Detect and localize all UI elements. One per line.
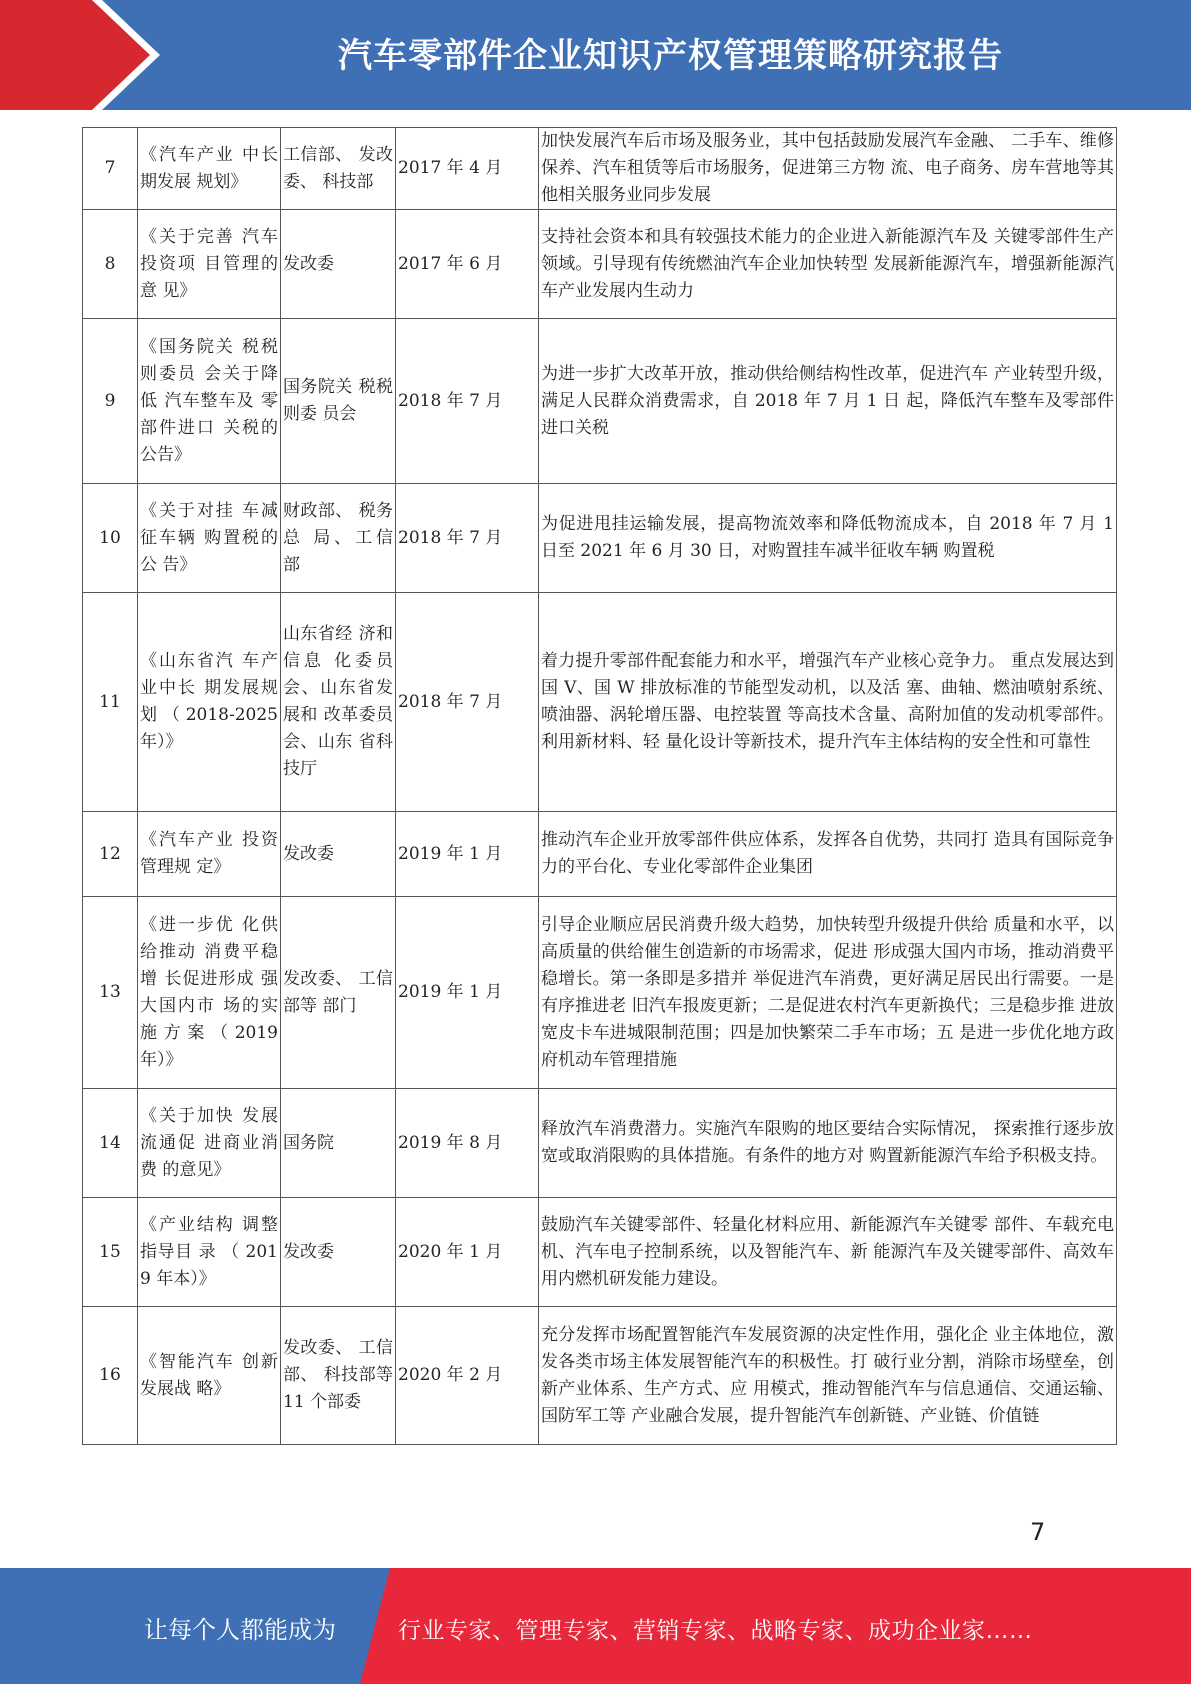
policy-content: 推动汽车企业开放零部件供应体系，发挥各自优势，共同打 造具有国际竞争力的平台化、专业化零部件企业集团	[539, 812, 1117, 897]
policy-name: 《进一步优 化供给推动 消费平稳增 长促进形成 强大国内市 场的实施方案（2019 年）》	[138, 897, 281, 1089]
table-row	[83, 812, 1117, 897]
issue-date: 2017 年 4 月	[396, 128, 539, 210]
policy-content: 引导企业顺应居民消费升级大趋势，加快转型升级提升供给 质量和水平，以高质量的供给催生创造新的市场需求，促进 形成强大国内市场，推动消费平稳增长。第一条即是多措并 举促进汽车消费，更好满足居民出行需要。一是有序推进老 旧汽车报废更新；二是促进农村汽车更新换代；三是稳步推 进放宽皮卡车进城限制范围；四是加快繁荣二手车市场；五 是进一步优化地方政府机动车管理措施	[539, 897, 1117, 1089]
table-row	[83, 897, 1117, 1089]
header-red-arrow-shape	[0, 0, 150, 110]
policy-name: 《国务院关 税税则委员 会关于降低 汽车整车及 零部件进口 关税的公告》	[138, 319, 281, 484]
issuing-department: 发改委、 工信部、 科技部等 11 个部委	[281, 1307, 396, 1445]
row-number: 9	[83, 319, 138, 484]
table-row	[83, 319, 1117, 484]
policy-name: 《智能汽车 创新发展战 略》	[138, 1307, 281, 1445]
table-row	[83, 1089, 1117, 1198]
issue-date: 2018 年 7 月	[396, 319, 539, 484]
row-number: 12	[83, 812, 138, 897]
issue-date: 2018 年 7 月	[396, 484, 539, 593]
policy-table	[82, 127, 1117, 1445]
issue-date: 2019 年 1 月	[396, 897, 539, 1089]
issue-date: 2020 年 1 月	[396, 1198, 539, 1307]
policy-content: 鼓励汽车关键零部件、轻量化材料应用、新能源汽车关键零 部件、车载充电机、汽车电子控制系统，以及智能汽车、新 能源汽车及关键零部件、高效车用内燃机研发能力建设。	[539, 1198, 1117, 1307]
issuing-department: 财政部、 税务总 局、工信 部	[281, 484, 396, 593]
row-number: 16	[83, 1307, 138, 1445]
issue-date: 2019 年 1 月	[396, 812, 539, 897]
issuing-department: 工信部、 发改委、 科技部	[281, 128, 396, 210]
table-row	[83, 593, 1117, 812]
report-title: 汽车零部件企业知识产权管理策略研究报告	[338, 36, 1003, 76]
policy-content: 充分发挥市场配置智能汽车发展资源的决定性作用，强化企 业主体地位，激发各类市场主体发展智能汽车的积极性。打 破行业分割，消除市场壁垒，创新产业体系、生产方式、应 用模式，推动智能汽车与信息通信、交通运输、国防军工等 产业融合发展，提升智能汽车创新链、产业链、价值链	[539, 1307, 1117, 1445]
policy-content: 为促进甩挂运输发展，提高物流效率和降低物流成本，自 2018 年 7 月 1 日至 2021 年 6 月 30 日，对购置挂车减半征收车辆 购置税	[539, 484, 1117, 593]
row-number: 13	[83, 897, 138, 1089]
row-number: 15	[83, 1198, 138, 1307]
table-row	[83, 128, 1117, 210]
issue-date: 2018 年 7 月	[396, 593, 539, 812]
policy-name: 《产业结构 调整指导目 录 （ 2019 年本）》	[138, 1198, 281, 1307]
policy-content: 释放汽车消费潜力。实施汽车限购的地区要结合实际情况， 探索推行逐步放宽或取消限购的具体措施。有条件的地方对 购置新能源汽车给予积极支持。	[539, 1089, 1117, 1198]
policy-name: 《汽车产业 中长期发展 规划》	[138, 128, 281, 210]
issue-date: 2019 年 8 月	[396, 1089, 539, 1198]
table-row	[83, 1307, 1117, 1445]
policy-content: 支持社会资本和具有较强技术能力的企业进入新能源汽车及 关键零部件生产领域。引导现有传统燃油汽车企业加快转型 发展新能源汽车，增强新能源汽车产业发展内生动力	[539, 210, 1117, 319]
policy-name: 《关于完善 汽车投资项 目管理的意 见》	[138, 210, 281, 319]
table-row	[83, 1198, 1117, 1307]
policy-name: 《山东省汽 车产业中长 期发展规划 （ 2018-2025 年）》	[138, 593, 281, 812]
issuing-department: 发改委	[281, 1198, 396, 1307]
page-number: 7	[1030, 1518, 1046, 1546]
issuing-department: 发改委、 工信部等 部门	[281, 897, 396, 1089]
issuing-department: 发改委	[281, 812, 396, 897]
footer-lead-text: 让每个人都能成为	[144, 1616, 336, 1644]
policy-name: 《关于加快 发展流通促 进商业消费 的意见》	[138, 1089, 281, 1198]
footer-slogan: 行业专家、管理专家、营销专家、战略专家、成功企业家……	[398, 1618, 1033, 1644]
row-number: 7	[83, 128, 138, 210]
issuing-department: 山东省经 济和信息 化委员 会、山东省发展和 改革委员 会、山东 省科技厅	[281, 593, 396, 812]
policy-content: 为进一步扩大改革开放，推动供给侧结构性改革，促进汽车 产业转型升级，满足人民群众消费需求，自 2018 年 7 月 1 日 起，降低汽车整车及零部件进口关税	[539, 319, 1117, 484]
policy-name: 《汽车产业 投资管理规 定》	[138, 812, 281, 897]
issue-date: 2017 年 6 月	[396, 210, 539, 319]
issuing-department: 国务院	[281, 1089, 396, 1198]
issue-date: 2020 年 2 月	[396, 1307, 539, 1445]
row-number: 10	[83, 484, 138, 593]
issuing-department: 国务院关 税税则委 员会	[281, 319, 396, 484]
row-number: 11	[83, 593, 138, 812]
policy-content: 加快发展汽车后市场及服务业，其中包括鼓励发展汽车金融、 二手车、维修保养、汽车租赁等后市场服务，促进第三方物 流、电子商务、房车营地等其他相关服务业同步发展	[539, 128, 1117, 210]
policy-content: 着力提升零部件配套能力和水平，增强汽车产业核心竞争力。 重点发展达到国 V、国 W 排放标准的节能型发动机，以及活 塞、曲轴、燃油喷射系统、喷油器、涡轮增压器、电控装置 等高技术含量、高附加值的发动机零部件。利用新材料、轻 量化设计等新技术，提升汽车主体结构的安全性和可靠性	[539, 593, 1117, 812]
row-number: 8	[83, 210, 138, 319]
page-footer	[0, 1568, 1191, 1684]
table-row	[83, 210, 1117, 319]
row-number: 14	[83, 1089, 138, 1198]
page-header	[0, 0, 1191, 110]
table-row	[83, 484, 1117, 593]
policy-name: 《关于对挂 车减征车辆 购置税的公 告》	[138, 484, 281, 593]
issuing-department: 发改委	[281, 210, 396, 319]
